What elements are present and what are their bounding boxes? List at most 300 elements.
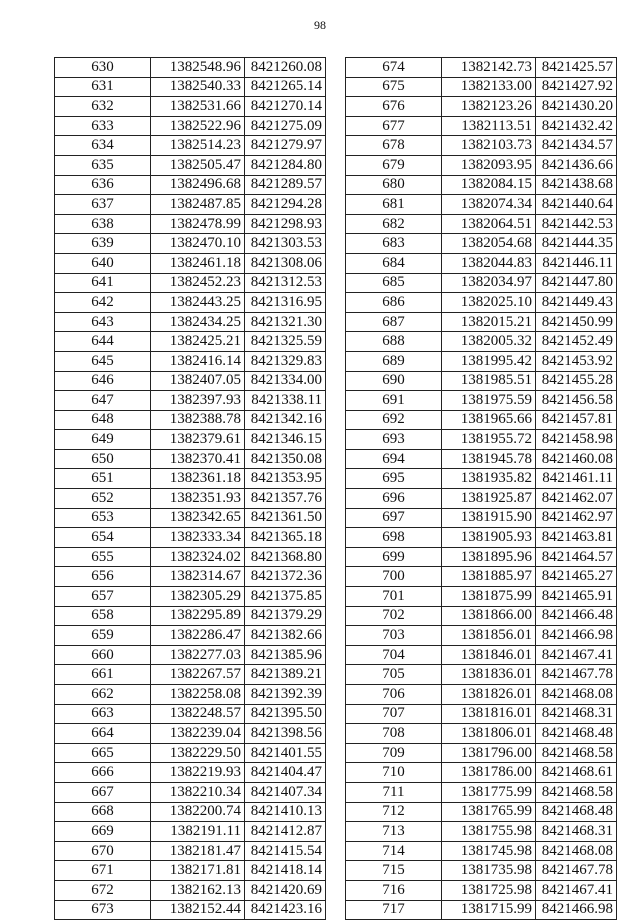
point-number-cell: 685 <box>346 273 442 293</box>
point-number-cell: 715 <box>346 861 442 881</box>
table-row <box>346 822 617 842</box>
y-coordinate-cell: 8421375.85 <box>245 587 326 607</box>
y-coordinate-cell: 8421452.49 <box>536 332 617 352</box>
table-row <box>346 802 617 822</box>
x-coordinate-cell: 1382103.73 <box>442 136 536 156</box>
y-coordinate-cell: 8421372.36 <box>245 567 326 587</box>
x-coordinate-cell: 1381826.01 <box>442 685 536 705</box>
y-coordinate-cell: 8421466.48 <box>536 606 617 626</box>
table-row <box>55 567 326 587</box>
page-number: 98 <box>314 18 326 32</box>
y-coordinate-cell: 8421334.00 <box>245 371 326 391</box>
table-row <box>346 195 617 215</box>
table-row <box>346 175 617 195</box>
x-coordinate-cell: 1382425.21 <box>151 332 245 352</box>
table-row <box>346 626 617 646</box>
table-row <box>346 724 617 744</box>
y-coordinate-cell: 8421346.15 <box>245 430 326 450</box>
y-coordinate-cell: 8421415.54 <box>245 841 326 861</box>
x-coordinate-cell: 1381745.98 <box>442 841 536 861</box>
x-coordinate-cell: 1382219.93 <box>151 763 245 783</box>
table-row <box>55 312 326 332</box>
table-row <box>55 900 326 920</box>
y-coordinate-cell: 8421329.83 <box>245 351 326 371</box>
table-row <box>55 332 326 352</box>
x-coordinate-cell: 1381796.00 <box>442 743 536 763</box>
y-coordinate-cell: 8421468.08 <box>536 841 617 861</box>
y-coordinate-cell: 8421467.78 <box>536 665 617 685</box>
x-coordinate-cell: 1382388.78 <box>151 410 245 430</box>
table-row <box>55 175 326 195</box>
y-coordinate-cell: 8421449.43 <box>536 293 617 313</box>
point-number-cell: 710 <box>346 763 442 783</box>
table-row <box>346 273 617 293</box>
y-coordinate-cell: 8421468.08 <box>536 685 617 705</box>
x-coordinate-cell: 1382324.02 <box>151 547 245 567</box>
point-number-cell: 659 <box>55 626 151 646</box>
x-coordinate-cell: 1382044.83 <box>442 253 536 273</box>
table-row <box>346 253 617 273</box>
table-row <box>346 293 617 313</box>
table-row <box>55 273 326 293</box>
y-coordinate-cell: 8421457.81 <box>536 410 617 430</box>
table-row <box>346 547 617 567</box>
x-coordinate-cell: 1382531.66 <box>151 97 245 117</box>
table-row <box>346 782 617 802</box>
table-row <box>55 136 326 156</box>
x-coordinate-cell: 1382540.33 <box>151 77 245 97</box>
x-coordinate-cell: 1382305.29 <box>151 587 245 607</box>
point-number-cell: 636 <box>55 175 151 195</box>
point-number-cell: 684 <box>346 253 442 273</box>
table-row <box>55 802 326 822</box>
table-row <box>55 880 326 900</box>
x-coordinate-cell: 1382015.21 <box>442 312 536 332</box>
y-coordinate-cell: 8421316.95 <box>245 293 326 313</box>
y-coordinate-cell: 8421450.99 <box>536 312 617 332</box>
point-number-cell: 661 <box>55 665 151 685</box>
y-coordinate-cell: 8421395.50 <box>245 704 326 724</box>
y-coordinate-cell: 8421434.57 <box>536 136 617 156</box>
y-coordinate-cell: 8421465.91 <box>536 587 617 607</box>
point-number-cell: 635 <box>55 155 151 175</box>
y-coordinate-cell: 8421468.31 <box>536 822 617 842</box>
table-row <box>346 685 617 705</box>
table-row <box>55 645 326 665</box>
point-number-cell: 631 <box>55 77 151 97</box>
x-coordinate-cell: 1382133.00 <box>442 77 536 97</box>
y-coordinate-cell: 8421468.58 <box>536 743 617 763</box>
x-coordinate-cell: 1381925.87 <box>442 489 536 509</box>
table-row <box>55 195 326 215</box>
y-coordinate-cell: 8421270.14 <box>245 97 326 117</box>
x-coordinate-cell: 1382514.23 <box>151 136 245 156</box>
y-coordinate-cell: 8421468.48 <box>536 724 617 744</box>
y-coordinate-cell: 8421284.80 <box>245 155 326 175</box>
x-coordinate-cell: 1382314.67 <box>151 567 245 587</box>
x-coordinate-cell: 1382064.51 <box>442 214 536 234</box>
y-coordinate-cell: 8421420.69 <box>245 880 326 900</box>
x-coordinate-cell: 1381895.96 <box>442 547 536 567</box>
y-coordinate-cell: 8421427.92 <box>536 77 617 97</box>
table-row <box>55 704 326 724</box>
x-coordinate-cell: 1381955.72 <box>442 430 536 450</box>
point-number-cell: 643 <box>55 312 151 332</box>
x-coordinate-cell: 1381866.00 <box>442 606 536 626</box>
x-coordinate-cell: 1382239.04 <box>151 724 245 744</box>
x-coordinate-cell: 1381755.98 <box>442 822 536 842</box>
y-coordinate-cell: 8421462.07 <box>536 489 617 509</box>
point-number-cell: 663 <box>55 704 151 724</box>
y-coordinate-cell: 8421353.95 <box>245 469 326 489</box>
x-coordinate-cell: 1381816.01 <box>442 704 536 724</box>
y-coordinate-cell: 8421407.34 <box>245 782 326 802</box>
y-coordinate-cell: 8421321.30 <box>245 312 326 332</box>
table-row <box>55 841 326 861</box>
x-coordinate-cell: 1382505.47 <box>151 155 245 175</box>
x-coordinate-cell: 1381875.99 <box>442 587 536 607</box>
table-row <box>346 410 617 430</box>
table-row <box>55 351 326 371</box>
point-number-cell: 701 <box>346 587 442 607</box>
y-coordinate-cell: 8421418.14 <box>245 861 326 881</box>
table-row <box>55 371 326 391</box>
table-row <box>346 743 617 763</box>
x-coordinate-cell: 1381846.01 <box>442 645 536 665</box>
point-number-cell: 697 <box>346 508 442 528</box>
point-number-cell: 634 <box>55 136 151 156</box>
y-coordinate-cell: 8421275.09 <box>245 116 326 136</box>
y-coordinate-cell: 8421466.98 <box>536 900 617 920</box>
x-coordinate-cell: 1382522.96 <box>151 116 245 136</box>
x-coordinate-cell: 1382142.73 <box>442 58 536 78</box>
point-number-cell: 681 <box>346 195 442 215</box>
x-coordinate-cell: 1382434.25 <box>151 312 245 332</box>
table-row <box>55 724 326 744</box>
point-number-cell: 713 <box>346 822 442 842</box>
point-number-cell: 687 <box>346 312 442 332</box>
point-number-cell: 641 <box>55 273 151 293</box>
y-coordinate-cell: 8421440.64 <box>536 195 617 215</box>
table-row <box>346 371 617 391</box>
table-row <box>346 449 617 469</box>
x-coordinate-cell: 1381715.99 <box>442 900 536 920</box>
table-row <box>55 410 326 430</box>
point-number-cell: 632 <box>55 97 151 117</box>
x-coordinate-cell: 1382487.85 <box>151 195 245 215</box>
x-coordinate-cell: 1382258.08 <box>151 685 245 705</box>
x-coordinate-cell: 1382342.65 <box>151 508 245 528</box>
table-row <box>55 626 326 646</box>
y-coordinate-cell: 8421368.80 <box>245 547 326 567</box>
x-coordinate-cell: 1381725.98 <box>442 880 536 900</box>
point-number-cell: 647 <box>55 391 151 411</box>
point-number-cell: 654 <box>55 528 151 548</box>
y-coordinate-cell: 8421430.20 <box>536 97 617 117</box>
x-coordinate-cell: 1382397.93 <box>151 391 245 411</box>
x-coordinate-cell: 1381765.99 <box>442 802 536 822</box>
x-coordinate-cell: 1382351.93 <box>151 489 245 509</box>
y-coordinate-cell: 8421410.13 <box>245 802 326 822</box>
y-coordinate-cell: 8421265.14 <box>245 77 326 97</box>
x-coordinate-cell: 1381856.01 <box>442 626 536 646</box>
x-coordinate-cell: 1382054.68 <box>442 234 536 254</box>
y-coordinate-cell: 8421432.42 <box>536 116 617 136</box>
table-row <box>55 587 326 607</box>
table-row <box>55 469 326 489</box>
x-coordinate-cell: 1382084.15 <box>442 175 536 195</box>
x-coordinate-cell: 1382416.14 <box>151 351 245 371</box>
table-row <box>346 645 617 665</box>
point-number-cell: 694 <box>346 449 442 469</box>
x-coordinate-cell: 1382123.26 <box>442 97 536 117</box>
table-row <box>55 685 326 705</box>
table-row <box>55 508 326 528</box>
x-coordinate-cell: 1382370.41 <box>151 449 245 469</box>
x-coordinate-cell: 1381985.51 <box>442 371 536 391</box>
point-number-cell: 656 <box>55 567 151 587</box>
table-row <box>346 704 617 724</box>
y-coordinate-cell: 8421312.53 <box>245 273 326 293</box>
point-number-cell: 667 <box>55 782 151 802</box>
y-coordinate-cell: 8421465.27 <box>536 567 617 587</box>
table-row <box>346 332 617 352</box>
point-number-cell: 696 <box>346 489 442 509</box>
point-number-cell: 693 <box>346 430 442 450</box>
x-coordinate-cell: 1382452.23 <box>151 273 245 293</box>
y-coordinate-cell: 8421463.81 <box>536 528 617 548</box>
point-number-cell: 649 <box>55 430 151 450</box>
x-coordinate-cell: 1382181.47 <box>151 841 245 861</box>
x-coordinate-cell: 1381975.59 <box>442 391 536 411</box>
x-coordinate-cell: 1382496.68 <box>151 175 245 195</box>
point-number-cell: 711 <box>346 782 442 802</box>
table-row <box>55 155 326 175</box>
y-coordinate-cell: 8421425.57 <box>536 58 617 78</box>
x-coordinate-cell: 1382162.13 <box>151 880 245 900</box>
point-number-cell: 714 <box>346 841 442 861</box>
y-coordinate-cell: 8421342.16 <box>245 410 326 430</box>
y-coordinate-cell: 8421385.96 <box>245 645 326 665</box>
point-number-cell: 651 <box>55 469 151 489</box>
x-coordinate-cell: 1382034.97 <box>442 273 536 293</box>
x-coordinate-cell: 1381945.78 <box>442 449 536 469</box>
y-coordinate-cell: 8421446.11 <box>536 253 617 273</box>
y-coordinate-cell: 8421308.06 <box>245 253 326 273</box>
point-number-cell: 670 <box>55 841 151 861</box>
coordinates-table-right <box>345 57 617 920</box>
x-coordinate-cell: 1381775.99 <box>442 782 536 802</box>
point-number-cell: 698 <box>346 528 442 548</box>
point-number-cell: 689 <box>346 351 442 371</box>
point-number-cell: 645 <box>55 351 151 371</box>
x-coordinate-cell: 1382470.10 <box>151 234 245 254</box>
y-coordinate-cell: 8421389.21 <box>245 665 326 685</box>
table-row <box>346 97 617 117</box>
point-number-cell: 657 <box>55 587 151 607</box>
y-coordinate-cell: 8421466.98 <box>536 626 617 646</box>
point-number-cell: 642 <box>55 293 151 313</box>
table-row <box>346 430 617 450</box>
x-coordinate-cell: 1382113.51 <box>442 116 536 136</box>
table-row <box>346 312 617 332</box>
table-row <box>346 351 617 371</box>
y-coordinate-cell: 8421338.11 <box>245 391 326 411</box>
point-number-cell: 679 <box>346 155 442 175</box>
table-row <box>346 489 617 509</box>
y-coordinate-cell: 8421447.80 <box>536 273 617 293</box>
table-row <box>55 97 326 117</box>
point-number-cell: 677 <box>346 116 442 136</box>
point-number-cell: 700 <box>346 567 442 587</box>
y-coordinate-cell: 8421398.56 <box>245 724 326 744</box>
y-coordinate-cell: 8421438.68 <box>536 175 617 195</box>
x-coordinate-cell: 1382461.18 <box>151 253 245 273</box>
x-coordinate-cell: 1382277.03 <box>151 645 245 665</box>
y-coordinate-cell: 8421289.57 <box>245 175 326 195</box>
table-row <box>346 665 617 685</box>
x-coordinate-cell: 1382248.57 <box>151 704 245 724</box>
x-coordinate-cell: 1382478.99 <box>151 214 245 234</box>
table-row <box>55 234 326 254</box>
point-number-cell: 702 <box>346 606 442 626</box>
y-coordinate-cell: 8421464.57 <box>536 547 617 567</box>
table-row <box>55 391 326 411</box>
y-coordinate-cell: 8421325.59 <box>245 332 326 352</box>
x-coordinate-cell: 1382005.32 <box>442 332 536 352</box>
point-number-cell: 644 <box>55 332 151 352</box>
y-coordinate-cell: 8421455.28 <box>536 371 617 391</box>
x-coordinate-cell: 1382295.89 <box>151 606 245 626</box>
point-number-cell: 674 <box>346 58 442 78</box>
x-coordinate-cell: 1381965.66 <box>442 410 536 430</box>
point-number-cell: 695 <box>346 469 442 489</box>
y-coordinate-cell: 8421350.08 <box>245 449 326 469</box>
table-row <box>346 841 617 861</box>
coordinates-table-left <box>54 57 326 920</box>
point-number-cell: 683 <box>346 234 442 254</box>
point-number-cell: 716 <box>346 880 442 900</box>
point-number-cell: 662 <box>55 685 151 705</box>
point-number-cell: 692 <box>346 410 442 430</box>
point-number-cell: 673 <box>55 900 151 920</box>
point-number-cell: 717 <box>346 900 442 920</box>
point-number-cell: 708 <box>346 724 442 744</box>
y-coordinate-cell: 8421460.08 <box>536 449 617 469</box>
y-coordinate-cell: 8421461.11 <box>536 469 617 489</box>
table-row <box>346 606 617 626</box>
x-coordinate-cell: 1382443.25 <box>151 293 245 313</box>
table-row <box>55 606 326 626</box>
point-number-cell: 664 <box>55 724 151 744</box>
y-coordinate-cell: 8421467.78 <box>536 861 617 881</box>
x-coordinate-cell: 1382152.44 <box>151 900 245 920</box>
table-row <box>55 861 326 881</box>
table-row <box>55 116 326 136</box>
table-row <box>346 234 617 254</box>
table-row <box>55 822 326 842</box>
y-coordinate-cell: 8421468.48 <box>536 802 617 822</box>
point-number-cell: 650 <box>55 449 151 469</box>
x-coordinate-cell: 1382267.57 <box>151 665 245 685</box>
table-row <box>55 489 326 509</box>
point-number-cell: 640 <box>55 253 151 273</box>
point-number-cell: 705 <box>346 665 442 685</box>
point-number-cell: 676 <box>346 97 442 117</box>
x-coordinate-cell: 1381935.82 <box>442 469 536 489</box>
y-coordinate-cell: 8421462.97 <box>536 508 617 528</box>
y-coordinate-cell: 8421365.18 <box>245 528 326 548</box>
table-row <box>55 253 326 273</box>
point-number-cell: 669 <box>55 822 151 842</box>
x-coordinate-cell: 1382286.47 <box>151 626 245 646</box>
x-coordinate-cell: 1381885.97 <box>442 567 536 587</box>
point-number-cell: 652 <box>55 489 151 509</box>
point-number-cell: 639 <box>55 234 151 254</box>
table-row <box>55 293 326 313</box>
x-coordinate-cell: 1382548.96 <box>151 58 245 78</box>
x-coordinate-cell: 1382333.34 <box>151 528 245 548</box>
y-coordinate-cell: 8421412.87 <box>245 822 326 842</box>
table-row <box>55 449 326 469</box>
y-coordinate-cell: 8421303.53 <box>245 234 326 254</box>
table-row <box>346 567 617 587</box>
y-coordinate-cell: 8421442.53 <box>536 214 617 234</box>
table-row <box>346 469 617 489</box>
table-row <box>346 391 617 411</box>
table-row <box>55 77 326 97</box>
y-coordinate-cell: 8421357.76 <box>245 489 326 509</box>
table-row <box>346 861 617 881</box>
y-coordinate-cell: 8421401.55 <box>245 743 326 763</box>
table-row <box>346 900 617 920</box>
point-number-cell: 658 <box>55 606 151 626</box>
point-number-cell: 653 <box>55 508 151 528</box>
y-coordinate-cell: 8421379.29 <box>245 606 326 626</box>
point-number-cell: 678 <box>346 136 442 156</box>
table-row <box>346 508 617 528</box>
x-coordinate-cell: 1381915.90 <box>442 508 536 528</box>
point-number-cell: 637 <box>55 195 151 215</box>
x-coordinate-cell: 1381836.01 <box>442 665 536 685</box>
point-number-cell: 699 <box>346 547 442 567</box>
table-row <box>346 58 617 78</box>
table-row <box>346 136 617 156</box>
point-number-cell: 691 <box>346 391 442 411</box>
point-number-cell: 638 <box>55 214 151 234</box>
table-row <box>55 763 326 783</box>
point-number-cell: 665 <box>55 743 151 763</box>
y-coordinate-cell: 8421468.58 <box>536 782 617 802</box>
y-coordinate-cell: 8421458.98 <box>536 430 617 450</box>
point-number-cell: 712 <box>346 802 442 822</box>
x-coordinate-cell: 1382025.10 <box>442 293 536 313</box>
point-number-cell: 703 <box>346 626 442 646</box>
point-number-cell: 668 <box>55 802 151 822</box>
y-coordinate-cell: 8421279.97 <box>245 136 326 156</box>
x-coordinate-cell: 1381995.42 <box>442 351 536 371</box>
point-number-cell: 648 <box>55 410 151 430</box>
table-row <box>55 214 326 234</box>
table-row <box>55 665 326 685</box>
x-coordinate-cell: 1382407.05 <box>151 371 245 391</box>
table-row <box>346 155 617 175</box>
x-coordinate-cell: 1381786.00 <box>442 763 536 783</box>
point-number-cell: 704 <box>346 645 442 665</box>
x-coordinate-cell: 1382210.34 <box>151 782 245 802</box>
y-coordinate-cell: 8421423.16 <box>245 900 326 920</box>
table-row <box>55 430 326 450</box>
